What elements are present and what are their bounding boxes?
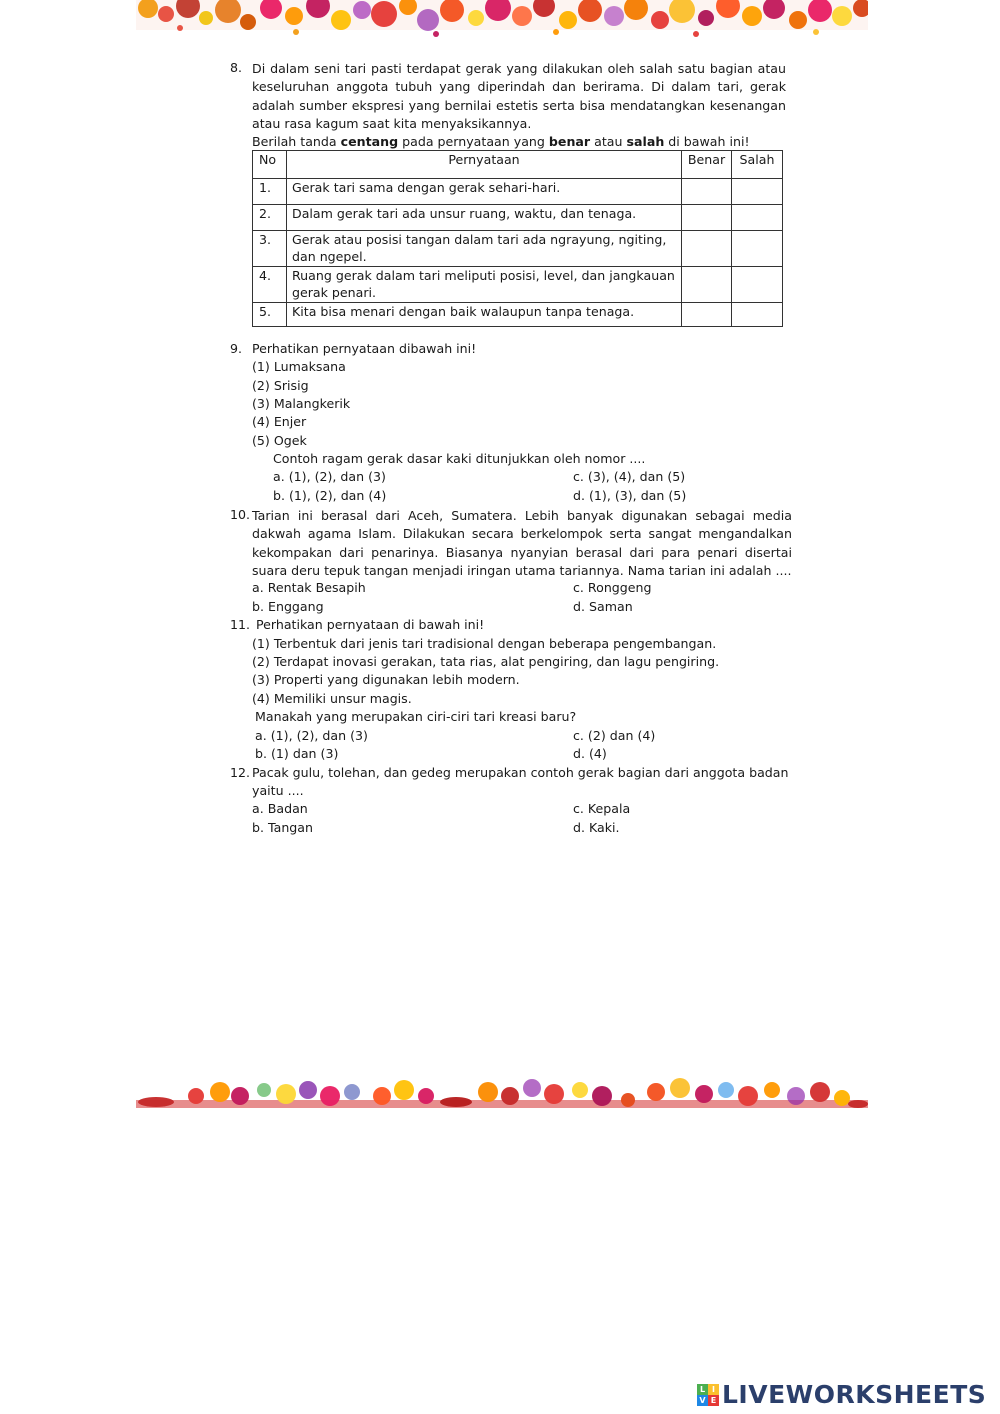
- row-number: 3.: [253, 231, 287, 267]
- row-statement: Gerak tari sama dengan gerak sehari-hari.: [287, 179, 682, 205]
- q11-item: (4) Memiliki unsur magis.: [252, 691, 412, 706]
- logo-letter: E: [708, 1395, 719, 1406]
- header-pernyataan: Pernyataan: [287, 151, 682, 179]
- q9-item: (5) Ogek: [252, 433, 307, 448]
- q9-item: (4) Enjer: [252, 414, 307, 429]
- row-statement: Dalam gerak tari ada unsur ruang, waktu, dan tenaga.: [287, 205, 682, 231]
- q9-number: 9.: [230, 341, 243, 356]
- header-benar: Benar: [682, 151, 732, 179]
- top-paint-splash-border: [136, 0, 868, 46]
- q10-option-d[interactable]: d. Saman: [573, 599, 633, 614]
- row-number: 4.: [253, 267, 287, 303]
- q12-text-line1: Pacak gulu, tolehan, dan gedeg merupakan contoh gerak bagian dari anggota badan: [252, 765, 789, 780]
- bottom-paint-splash-border: [136, 1066, 868, 1112]
- row-statement: Ruang gerak dalam tari meliputi posisi, level, dan jangkauan gerak penari.: [287, 267, 682, 303]
- q10-option-b[interactable]: b. Enggang: [252, 599, 324, 614]
- q11-question: Manakah yang merupakan ciri-ciri tari kreasi baru?: [255, 709, 577, 724]
- q10-option-a[interactable]: a. Rentak Besapih: [252, 580, 366, 595]
- q8-instruction-part: di bawah ini!: [664, 134, 750, 149]
- q10-text: Tarian ini berasal dari Aceh, Sumatera. Lebih banyak digunakan sebagai media dakwah agama Islam. Dilakukan secara berkelompok serta sangat mengandalkan kekompakan dari penarinya. Biasanya nyanyian berasal dari para penari disertai suara deru tepuk tangan menjadi iringan utama tariannya. Nama tarian ini adalah ....: [252, 508, 792, 579]
- liveworksheets-brand: [697, 1382, 986, 1408]
- q11-item: (3) Properti yang digunakan lebih modern.: [252, 672, 520, 687]
- q9-prompt: Perhatikan pernyataan dibawah ini!: [252, 341, 477, 356]
- q8-instruction: [252, 134, 750, 149]
- paint-splash-icon: [136, 0, 868, 46]
- true-false-table: [252, 150, 783, 327]
- q11-prompt: Perhatikan pernyataan di bawah ini!: [256, 617, 485, 632]
- table-row: [253, 179, 783, 205]
- q11-item: (2) Terdapat inovasi gerakan, tata rias, alat pengiring, dan lagu pengiring.: [252, 654, 720, 669]
- salah-checkbox[interactable]: [732, 231, 783, 267]
- benar-checkbox[interactable]: [682, 205, 732, 231]
- benar-checkbox[interactable]: [682, 179, 732, 205]
- salah-checkbox[interactable]: [732, 303, 783, 327]
- table-row: [253, 205, 783, 231]
- row-number: 2.: [253, 205, 287, 231]
- benar-checkbox[interactable]: [682, 231, 732, 267]
- salah-checkbox[interactable]: [732, 267, 783, 303]
- q8-instruction-keyword-benar: benar: [548, 134, 591, 149]
- q9-question: Contoh ragam gerak dasar kaki ditunjukkan oleh nomor ....: [273, 451, 646, 466]
- q8-text: Di dalam seni tari pasti terdapat gerak yang dilakukan oleh salah satu bagian atau keseluruhan anggota tubuh yang diperindah dan berirama. Di dalam tari, gerak adalah sumber ekspresi yang bernilai estetis serta bisa mendatangkan kesenangan atau rasa kagum saat kita menyaksikannya.: [252, 61, 786, 132]
- row-number: 1.: [253, 179, 287, 205]
- table-header-row: [253, 151, 783, 179]
- q12-option-c[interactable]: c. Kepala: [573, 801, 631, 816]
- q9-item: (1) Lumaksana: [252, 359, 346, 374]
- q9-option-c[interactable]: c. (3), (4), dan (5): [573, 469, 686, 484]
- salah-checkbox[interactable]: [732, 179, 783, 205]
- salah-checkbox[interactable]: [732, 205, 783, 231]
- q11-number: 11.: [230, 617, 251, 632]
- q12-number: 12.: [230, 765, 251, 780]
- table-row: [253, 231, 783, 267]
- q9-option-a[interactable]: a. (1), (2), dan (3): [273, 469, 386, 484]
- q8-instruction-part: atau: [590, 134, 627, 149]
- row-number: 5.: [253, 303, 287, 327]
- brand-name: LIVEWORKSHEETS: [722, 1380, 987, 1409]
- q11-item: (1) Terbentuk dari jenis tari tradisional dengan beberapa pengembangan.: [252, 636, 717, 651]
- q11-option-c[interactable]: c. (2) dan (4): [573, 728, 656, 743]
- q12-option-d[interactable]: d. Kaki.: [573, 820, 620, 835]
- liveworksheets-logo-icon: [697, 1384, 719, 1406]
- q11-option-a[interactable]: a. (1), (2), dan (3): [255, 728, 368, 743]
- logo-letter: L: [697, 1384, 708, 1395]
- q12-text-line2: yaitu ....: [252, 783, 304, 798]
- q10-option-c[interactable]: c. Ronggeng: [573, 580, 652, 595]
- q9-option-d[interactable]: d. (1), (3), dan (5): [573, 488, 687, 503]
- q9-item: (2) Srisig: [252, 378, 309, 393]
- benar-checkbox[interactable]: [682, 267, 732, 303]
- q8-number: 8.: [230, 60, 243, 75]
- q11-option-d[interactable]: d. (4): [573, 746, 607, 761]
- q8-instruction-keyword-salah: salah: [626, 134, 665, 149]
- benar-checkbox[interactable]: [682, 303, 732, 327]
- header-salah: Salah: [732, 151, 783, 179]
- q9-option-b[interactable]: b. (1), (2), dan (4): [273, 488, 387, 503]
- q9-item: (3) Malangkerik: [252, 396, 351, 411]
- q11-option-b[interactable]: b. (1) dan (3): [255, 746, 339, 761]
- row-statement: Gerak atau posisi tangan dalam tari ada ngrayung, ngiting, dan ngepel.: [287, 231, 682, 267]
- paint-splash-icon: [136, 1066, 868, 1112]
- q10-number: 10.: [230, 507, 251, 522]
- row-statement: Kita bisa menari dengan baik walaupun tanpa tenaga.: [287, 303, 682, 327]
- q8-instruction-keyword-centang: centang: [340, 134, 399, 149]
- q8-instruction-part: Berilah tanda: [252, 134, 341, 149]
- table-row: [253, 267, 783, 303]
- header-no: No: [253, 151, 287, 179]
- q12-option-a[interactable]: a. Badan: [252, 801, 308, 816]
- table-row: [253, 303, 783, 327]
- q8-instruction-part: pada pernyataan yang: [398, 134, 549, 149]
- q12-option-b[interactable]: b. Tangan: [252, 820, 313, 835]
- logo-letter: I: [708, 1384, 719, 1395]
- logo-letter: V: [697, 1395, 708, 1406]
